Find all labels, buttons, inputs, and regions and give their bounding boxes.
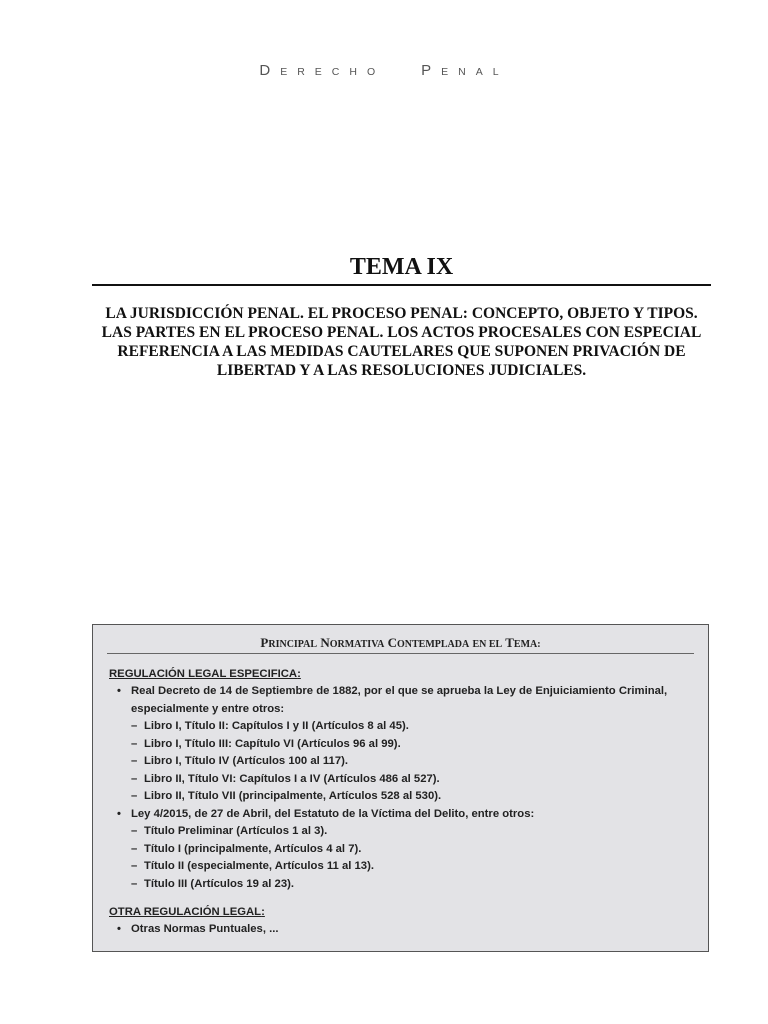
- topic-subtitle: [92, 304, 711, 380]
- heading-rest: EMA:: [513, 639, 541, 650]
- page-title: TEMA IX: [349, 254, 454, 280]
- sub-list-item: – Libro I, Título II: Capítulos I y II (Artículos 8 al 45).: [109, 718, 699, 736]
- subtitle-line: LIBERTAD Y A LAS RESOLUCIONES JUDICIALES.: [216, 362, 587, 379]
- normativa-body: [109, 665, 699, 939]
- running-header-initial-2: P: [421, 62, 432, 79]
- sub-list-item: – Título I (principalmente, Artículos 4 al 7).: [109, 841, 699, 859]
- running-header: [0, 62, 768, 79]
- subtitle-line: LAS PARTES EN EL PROCESO PENAL. LOS ACTOS PROCESALES CON ESPECIAL: [101, 324, 702, 341]
- sub-list-item: – Título III (Artículos 19 al 23).: [109, 876, 699, 894]
- normativa-heading: [93, 635, 708, 651]
- subtitle-line: REFERENCIA A LAS MEDIDAS CAUTELARES QUE SUPONEN PRIVACIÓN DE: [117, 343, 686, 360]
- heading-initial: P: [260, 635, 269, 650]
- heading-initial: C: [387, 635, 397, 650]
- heading-rest: ORMATIVA: [329, 639, 385, 650]
- running-header-rest-1: ERECHO: [280, 66, 386, 78]
- normativa-box: [92, 624, 709, 952]
- sub-list-item: – Título II (especialmente, Artículos 11 al 13).: [109, 858, 699, 876]
- heading-rest: RINCIPAL: [268, 639, 318, 650]
- subtitle-line: LA JURISDICCIÓN PENAL. EL PROCESO PENAL: CONCEPTO, OBJETO Y TIPOS.: [105, 305, 698, 322]
- heading-rest: ONTEMPLADA: [397, 639, 470, 650]
- list-item: • Otras Normas Puntuales, ...: [109, 921, 699, 939]
- sub-list-item: – Título Preliminar (Artículos 1 al 3).: [109, 823, 699, 841]
- sub-list-item: – Libro I, Título IV (Artículos 100 al 117).: [109, 753, 699, 771]
- running-header-initial-1: D: [259, 62, 271, 79]
- heading-rest: EN EL: [472, 639, 503, 650]
- list-item: • Ley 4/2015, de 27 de Abril, del Estatuto de la Víctima del Delito, entre otros:: [109, 806, 699, 824]
- list-item: • Real Decreto de 14 de Septiembre de 1882, por el que se aprueba la Ley de Enjuiciamiento Criminal,: [109, 683, 699, 701]
- heading-initial: N: [320, 635, 330, 650]
- sub-list-item: – Libro II, Título VII (principalmente, Artículos 528 al 530).: [109, 788, 699, 806]
- section-title-otra: OTRA REGULACIÓN LEGAL:: [109, 906, 265, 918]
- list-item-continuation: especialmente y entre otros:: [131, 702, 285, 715]
- sub-list-item: – Libro I, Título III: Capítulo VI (Artículos 96 al 99).: [109, 736, 699, 754]
- running-header-rest-2: ENAL: [441, 66, 509, 78]
- heading-initial: T: [505, 635, 514, 650]
- section-title-especifica: REGULACIÓN LEGAL ESPECIFICA:: [109, 668, 301, 680]
- title-rule: [92, 284, 711, 286]
- heading-rule: [107, 653, 694, 654]
- sub-list-item: – Libro II, Título VI: Capítulos I a IV (Artículos 486 al 527).: [109, 771, 699, 789]
